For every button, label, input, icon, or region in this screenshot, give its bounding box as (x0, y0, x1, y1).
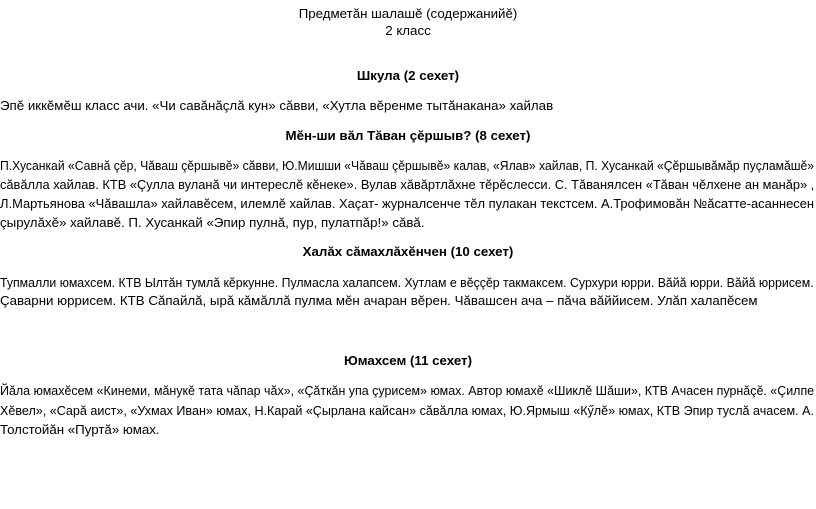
section-line: сӑвӑлла хайлав. КТВ «Çулла вуланӑ чи интереслӗ кӗнеке». Вулав хӑвӑртлӑхне тӗрӗслесси. С. Тӑванялсен «Тӑван чӗлхене ан манӑр» , (0, 177, 815, 192)
document-title: Предметӑн шалашӗ (содержанийӗ) (298, 6, 518, 21)
section-line: Хӗвел», «Сарӑ аист», «Ухмах Иван» юмах, Н.Карай «Çырлана кайсан» сӑвӑлла юмах, Ю.Ярмыш «Кӳлӗ» юмах, КТВ Эпир туслӑ ачасем. А. (0, 403, 814, 418)
section-line: Л.Мартьянова «Чӑвашла» хайлавӗсем, илемлӗ хайлав. Хаçат- журналсенче тӗл пулакан текстсем. А.Трофимовӑн №ӑсатте-асаннесен (0, 196, 815, 211)
section-line: Çаварни юррисем. КТВ Сӑпайлӑ, ырӑ кӑмӑллӑ пулма мӗн ачаран вӗрен. Чӑвашсен ача – пӑча вӑййисем. Улӑп халапӗсем (0, 293, 758, 308)
section-line: Толстойӑн «Пуртӑ» юмах. (0, 422, 160, 437)
section-line: П.Хусанкай «Савнӑ çӗр, Чӑваш çӗршывӗ» сӑвви, Ю.Мишши «Чӑваш çӗршывӗ» калав, «Ялав» хайлав, П. Хусанкай «Çӗршывӑмӑр пуçламӑшӗ» (0, 158, 815, 173)
section-heading-folklore: Халӑх сӑмахлӑхӗнчен (10 сехет) (302, 244, 514, 259)
section-line: Йӑла юмахӗсем «Кинеми, мӑнукӗ тата чӑпар чӑх», «Çăткăн упа çурисем» юмах. Автор юмахӗ «Шиклӗ Шӑши», КТВ Ачасен пурнӑçӗ. «Çилпе (0, 383, 815, 398)
section-line: çырулӑхӗ» хайлавӗ. П. Хусанкай «Эпир пулнӑ, пур, пулатпӑр!» сӑвӑ. (0, 215, 425, 230)
section-line: Тупмалли юмахсем. КТВ Ылтӑн тумлӑ кӗркунне. Пулмасла халапсем. Хутлам е вӗççӗр такмаксем. Сурхури юрри. Вӑйӑ юрри. Вӑйӑ юррисем. (0, 275, 814, 290)
section-heading-fairy-tales: Юмахсем (11 сехет) (344, 353, 472, 368)
section-heading-school: Шкула (2 сехет) (356, 68, 460, 83)
section-line: Эпӗ иккӗмӗш класс ачи. «Чи савӑнӑçлӑ кун» сӑвви, «Хутла вӗренме тытӑнакана» хайлав (0, 98, 554, 113)
document-grade: 2 класс (385, 23, 431, 38)
section-heading-homeland: Мӗн-ши вӑл Тӑван çӗршыв? (8 сехет) (285, 128, 531, 143)
